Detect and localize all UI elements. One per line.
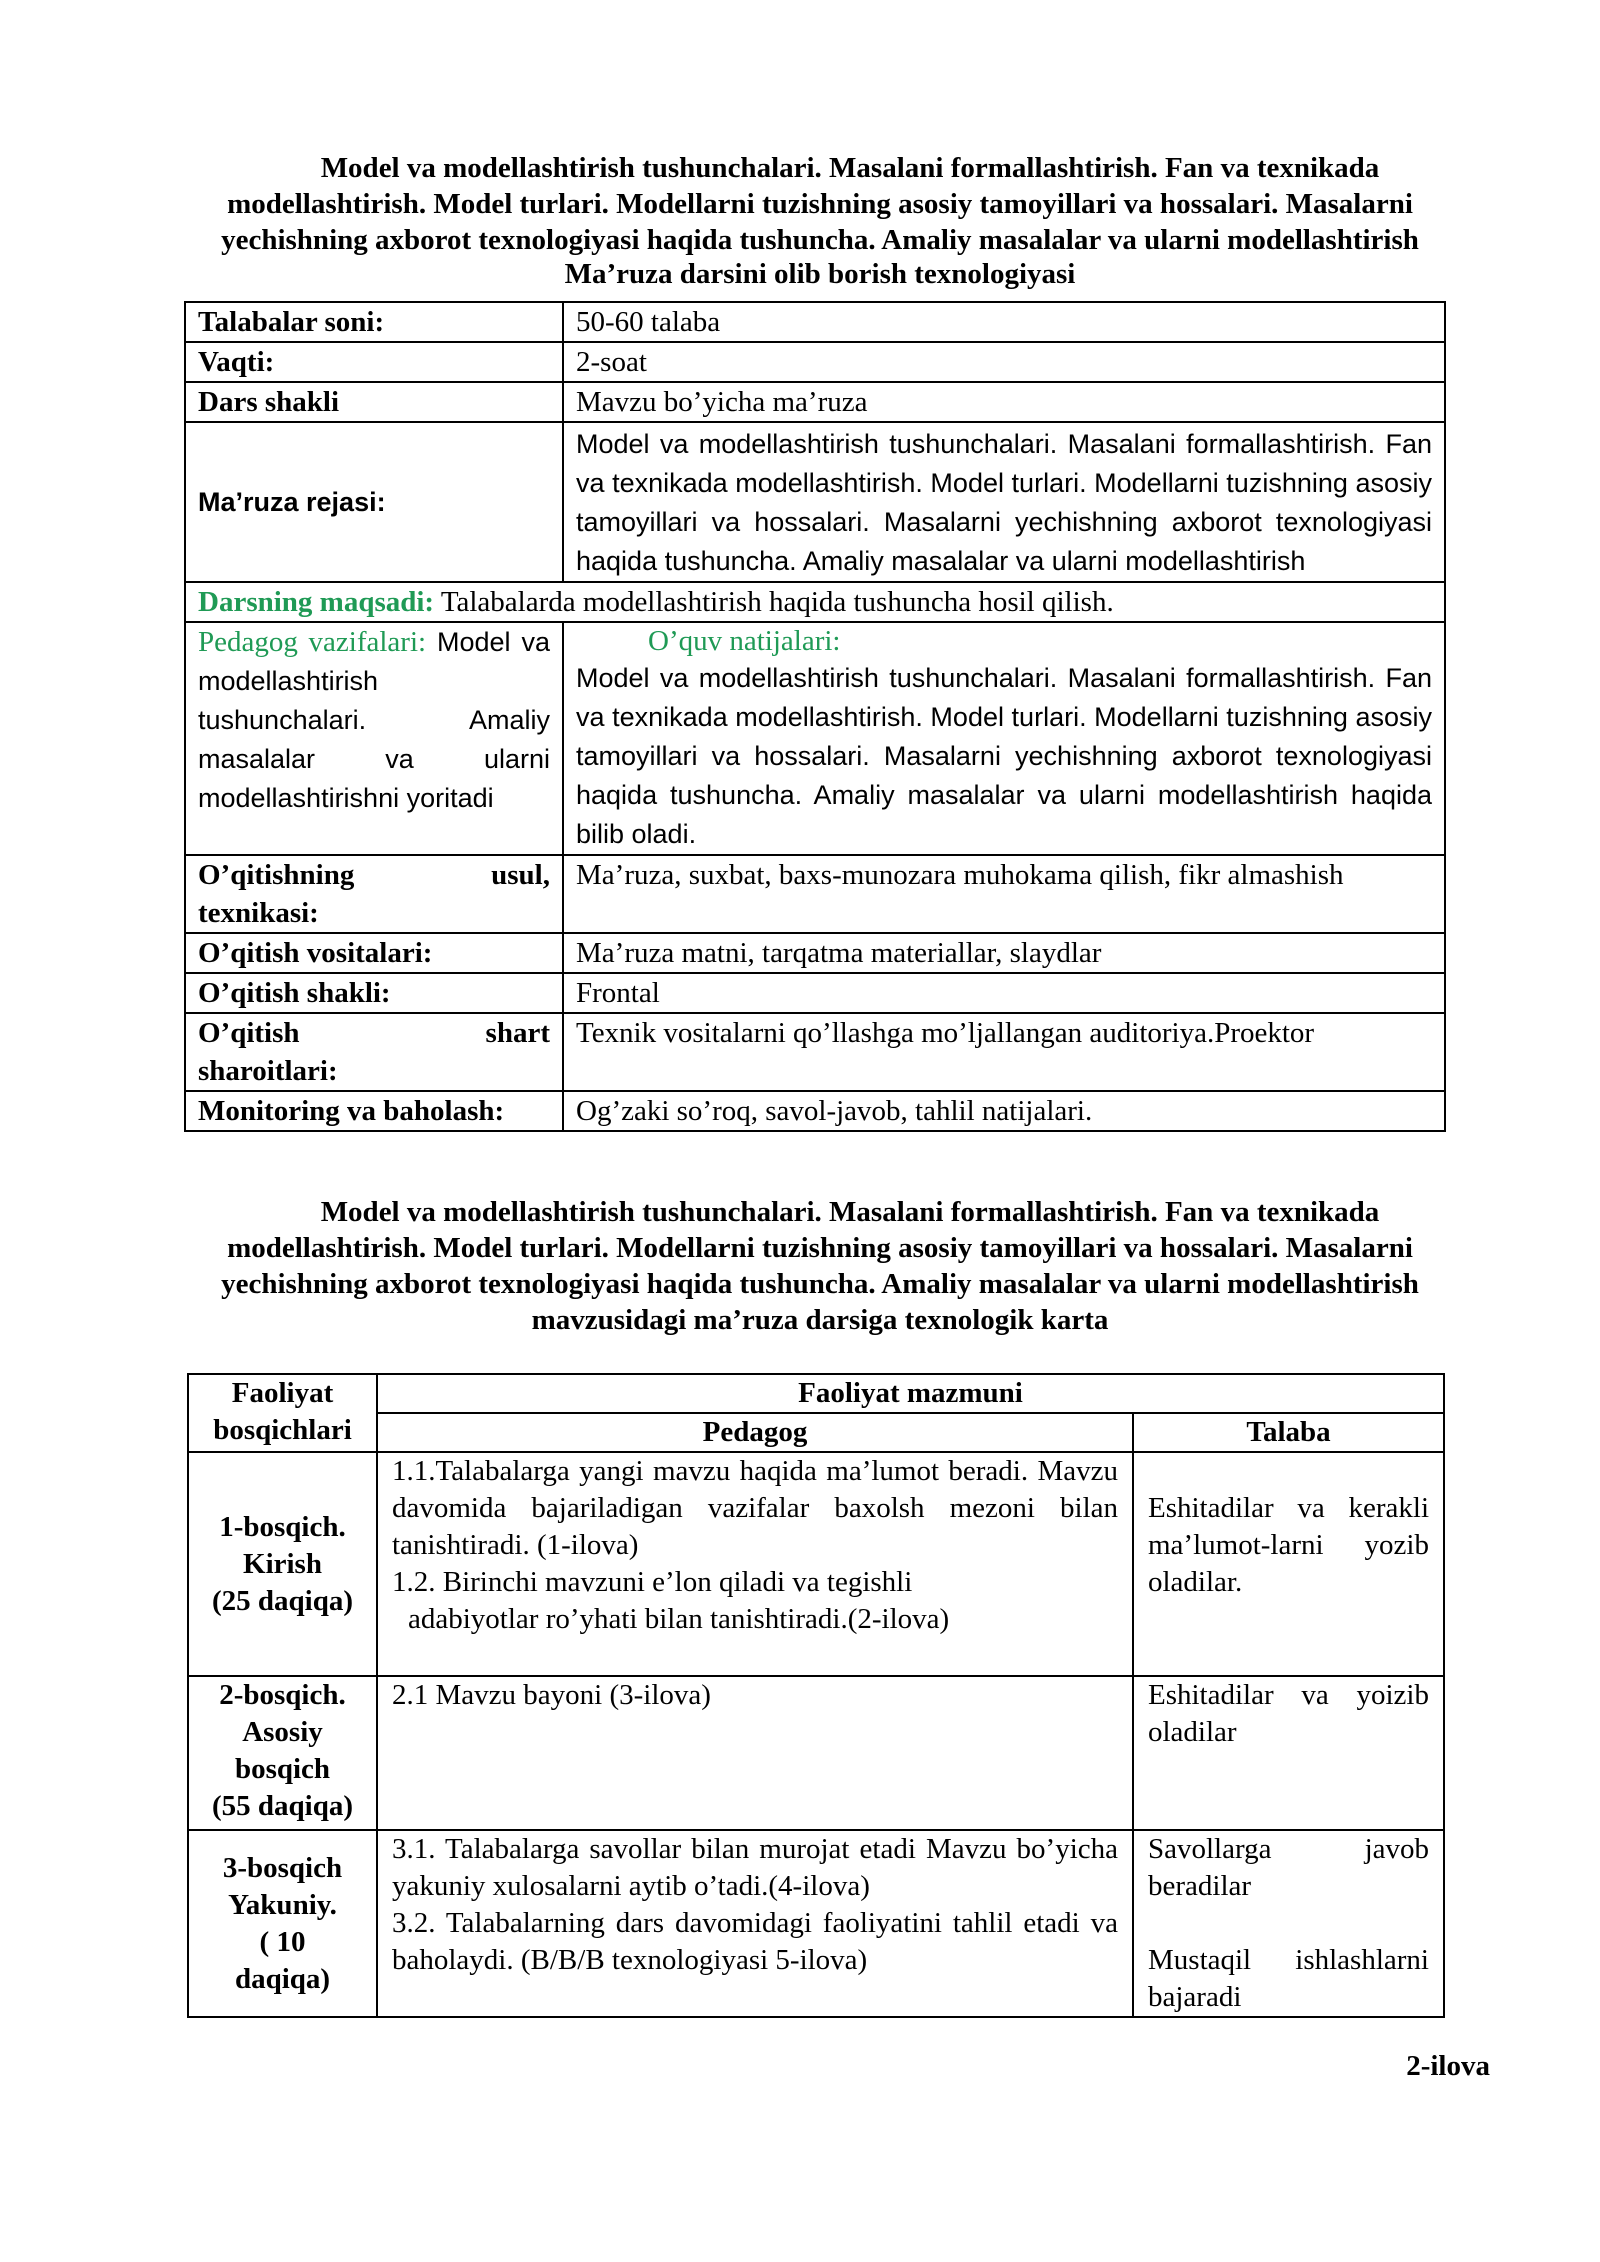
pedagog-text: 3.2. Talabalarning dars davomidagi faoliyatini tahlil etadi va baholaydi. (B/B/B texnologiyasi 5-ilova): [392, 1907, 1118, 1976]
col-stage-header: Faoliyat bosqichlari: [188, 1374, 377, 1452]
stage-cell: [188, 1676, 377, 1830]
natija-value: Model va modellashtirish tushunchalari. Masalani formallashtirish. Fan va texnikada modellashtirish. Model turlari. Modellarni tuzishning asosiy tamoyillari va hossalari. Masalarni yechishning axborot texnologiyasi haqida tushuncha. Amaliy masalalar va ularni modellashtirish haqida bilib oladi.: [576, 663, 1432, 849]
table-row: [185, 422, 1445, 582]
usul-value: Ma’ruza, suxbat, baxs-munozara muhokama qilish, fikr almashish: [563, 855, 1445, 933]
vazifa-value: Model va modellashtirish tushunchalari. Amaliy masalalar va ularni modellashtirishni yoritadi: [198, 627, 550, 813]
table-row: [185, 933, 1445, 973]
shart-label-b: shart: [485, 1017, 550, 1049]
table-row: [185, 622, 1445, 855]
col-talaba-header: Talaba: [1133, 1413, 1444, 1452]
maqsad-cell: [185, 582, 1445, 622]
reja-value: Model va modellashtirish tushunchalari. Masalani formallashtirish. Fan va texnikada modellashtirish. Model turlari. Modellarni tuzishning asosiy tamoyillari va hossalari. Masalarni yechishning axborot texnologiyasi haqida tushuncha. Amaliy masalalar va ularni modellashtirish: [563, 422, 1445, 582]
talaba-cell: [1133, 1676, 1444, 1830]
pedagog-cell: [377, 1830, 1133, 2017]
heading2-line1: Model va modellashtirish tushunchalari. Masalani formallashtirish. Fan va texnikada: [320, 1196, 1380, 1228]
natija-cell: [563, 622, 1445, 855]
heading1-line4: Ma’ruza darsini olib borish texnologiyasi: [564, 258, 1076, 290]
col-pedagog-header: Pedagog: [377, 1413, 1133, 1452]
table-row: [185, 973, 1445, 1013]
shart-value: Texnik vositalarni qo’llashga mo’ljallangan auditoriya.Proektor: [563, 1013, 1445, 1091]
table-row: [185, 582, 1445, 622]
table-row: [185, 342, 1445, 382]
natija-label: O’quv natijalari:: [648, 625, 841, 657]
tech-card-table: [187, 1373, 1445, 2018]
table-row: [188, 1676, 1444, 1830]
pedagog-cell: [377, 1452, 1133, 1676]
pedagog-text: 1.2. Birinchi mavzuni e’lon qiladi va tegishli: [392, 1566, 913, 1598]
shakl-label: O’qitish shakli:: [185, 973, 563, 1013]
heading1-line1: Model va modellashtirish tushunchalari. Masalani formallashtirish. Fan va texnikada: [320, 152, 1380, 184]
table-row: [185, 1091, 1445, 1131]
stage-number: 3-bosqich: [222, 1851, 343, 1884]
stage-name: Kirish: [243, 1547, 322, 1580]
talaba-cell: [1133, 1452, 1444, 1676]
vaqti-label: Vaqti:: [185, 342, 563, 382]
monitoring-label: Monitoring va baholash:: [185, 1091, 563, 1131]
pedagog-text: adabiyotlar ro’yhati bilan tanishtiradi.(2-ilova): [408, 1603, 950, 1635]
shart-label-c: sharoitlari:: [198, 1055, 338, 1087]
usul-label-c: texnikasi:: [198, 897, 319, 929]
pedagog-text: 1.1.Talabalarga yangi mavzu haqida ma’lumot beradi. Mavzu davomida bajariladigan vazifalar baxolsh mezoni bilan tanishtiradi. (1-ilova): [392, 1455, 1118, 1561]
table-row: [185, 382, 1445, 422]
vosita-label: O’qitish vositalari:: [185, 933, 563, 973]
talaba-text: Eshitadilar va yoizib oladilar: [1148, 1679, 1429, 1748]
stage-number: 2-bosqich.: [219, 1679, 346, 1711]
vazifa-cell: [185, 622, 563, 855]
usul-label: [185, 855, 563, 933]
monitoring-value: Og’zaki so’roq, savol-javob, tahlil natijalari.: [563, 1091, 1445, 1131]
stage-cell: [188, 1452, 377, 1676]
table-row: [185, 855, 1445, 933]
maqsad-value: Talabalarda modellashtirish haqida tushuncha hosil qilish.: [440, 586, 1114, 618]
table-row: [188, 1452, 1444, 1676]
pedagog-text: 2.1 Mavzu bayoni (3-ilova): [392, 1679, 711, 1711]
talaba-text: Eshitadilar va kerakli ma’lumot-larni yozib oladilar.: [1148, 1492, 1429, 1598]
heading1-line2: modellashtirish. Model turlari. Modellarni tuzishning asosiy tamoyillari va hossalari. Masalarni: [227, 188, 1413, 220]
dars-shakli-value: Mavzu bo’yicha ma’ruza: [563, 382, 1445, 422]
maqsad-label: Darsning maqsadi:: [198, 586, 435, 618]
vosita-value: Ma’ruza matni, tarqatma materiallar, slaydlar: [563, 933, 1445, 973]
pedagog-text: 3.1. Talabalarga savollar bilan murojat etadi Mavzu bo’yicha yakuniy xulosalarni aytib o’tadi.(4-ilova): [392, 1833, 1118, 1902]
stage-duration: ( 10 daqiqa): [234, 1925, 331, 1995]
col-content-header: Faoliyat mazmuni: [377, 1374, 1444, 1413]
talaba-cell: [1133, 1830, 1444, 2017]
table-row: [188, 1830, 1444, 2017]
talabalar-value: 50-60 talaba: [563, 302, 1445, 342]
appendix-label: 2-ilova: [1406, 2050, 1490, 2082]
heading2-line3: yechishning axborot texnologiyasi haqida tushuncha. Amaliy masalalar va ularni modellashtirish: [221, 1268, 1419, 1300]
stage-duration: (55 daqiqa): [211, 1790, 353, 1822]
shart-label-a: O’qitish: [198, 1017, 300, 1049]
usul-label-b: usul,: [491, 859, 550, 891]
talabalar-label: Talabalar soni:: [185, 302, 563, 342]
lesson-info-table: [184, 301, 1446, 1132]
stage-name: Yakuniy.: [228, 1888, 337, 1921]
stage-cell: [188, 1830, 377, 2017]
table-header-row: [188, 1374, 1444, 1413]
stage-name: Asosiy bosqich: [234, 1716, 331, 1785]
shart-label: [185, 1013, 563, 1091]
stage-duration: (25 daqiqa): [211, 1584, 353, 1617]
vaqti-value: 2-soat: [563, 342, 1445, 382]
talaba-text: Savollarga javob beradilar: [1148, 1833, 1429, 1902]
table-header-row: [188, 1413, 1444, 1452]
heading-lesson-title: [130, 150, 1510, 290]
table-row: [185, 1013, 1445, 1091]
table-row: [185, 302, 1445, 342]
reja-label: Ma’ruza rejasi:: [185, 422, 563, 582]
stage-number: 1-bosqich.: [219, 1510, 346, 1543]
heading2-line2: modellashtirish. Model turlari. Modellarni tuzishning asosiy tamoyillari va hossalari. Masalarni: [227, 1232, 1413, 1264]
usul-label-a: O’qitishning: [198, 859, 355, 891]
heading1-line3: yechishning axborot texnologiyasi haqida tushuncha. Amaliy masalalar va ularni modellashtirish: [221, 224, 1419, 256]
shakl-value: Frontal: [563, 973, 1445, 1013]
dars-shakli-label: Dars shakli: [185, 382, 563, 422]
vazifa-label: Pedagog vazifalari:: [198, 626, 427, 658]
heading-tech-card-title: [130, 1194, 1510, 1338]
heading2-line4: mavzusidagi ma’ruza darsiga texnologik karta: [531, 1304, 1109, 1336]
talaba-text: Mustaqil ishlashlarni bajaradi: [1148, 1944, 1429, 2013]
pedagog-cell: [377, 1676, 1133, 1830]
